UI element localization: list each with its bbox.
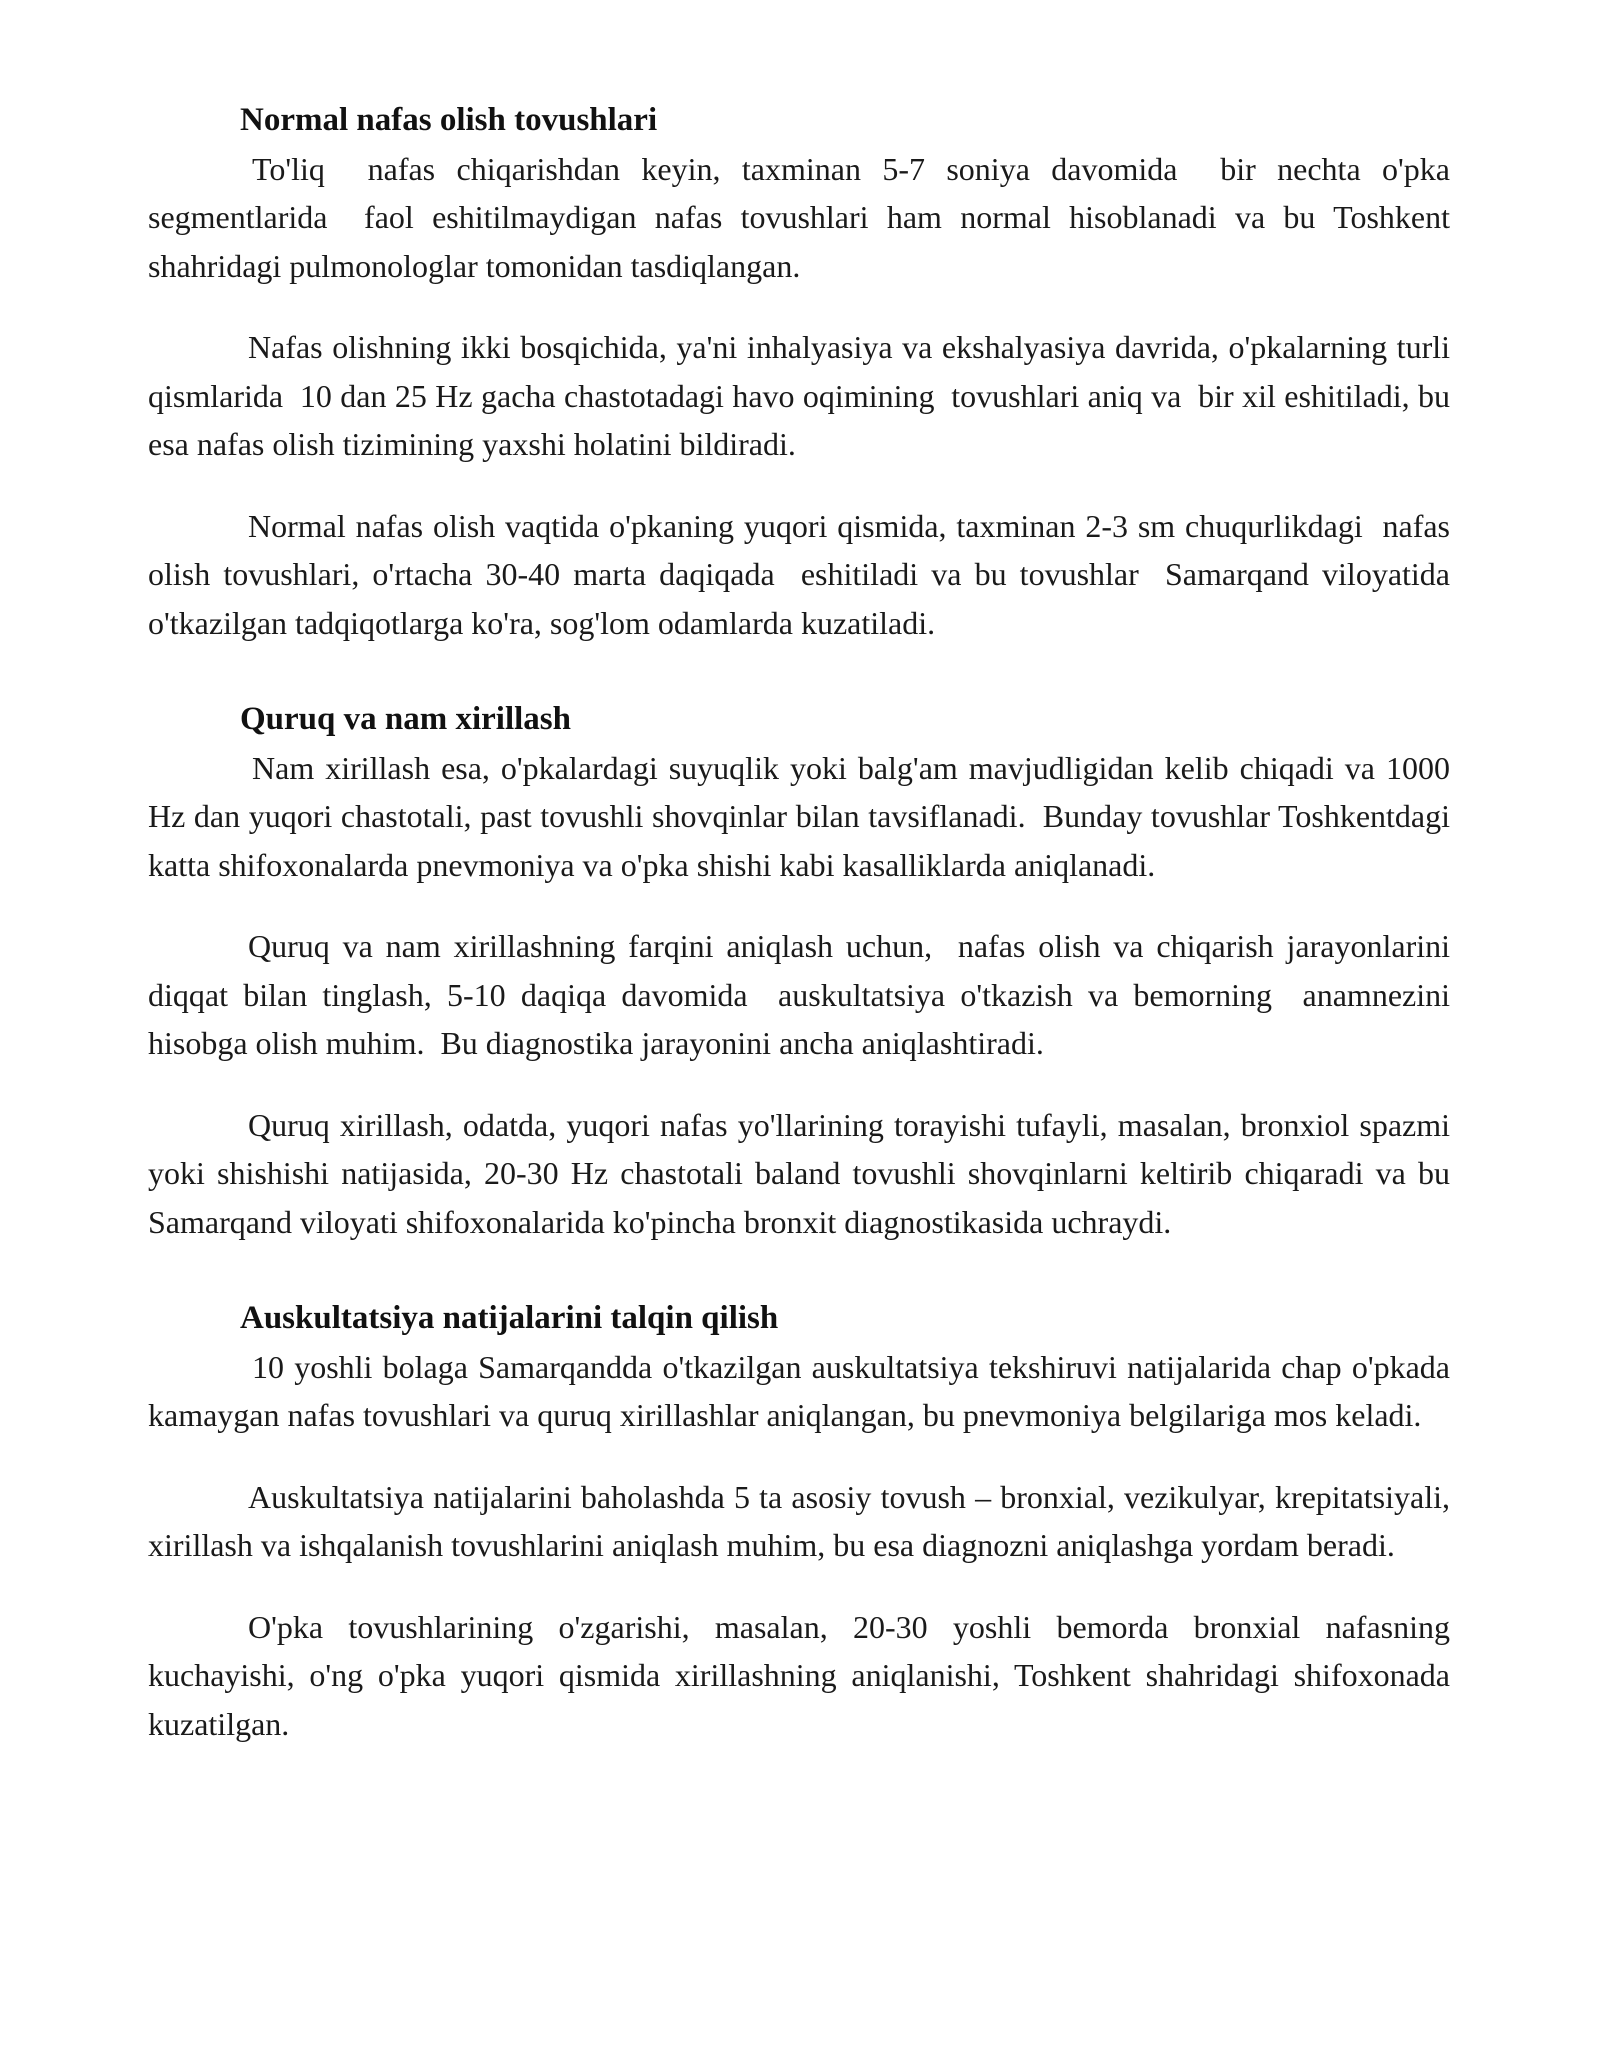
paragraph: O'pka tovushlarining o'zgarishi, masalan, 20-30 yoshli bemorda bronxial nafasning kuchayishi, o'ng o'pka yuqori qismida xirillashning aniqlanishi, Toshkent shahridagi shifoxonada kuzatilgan. [148,1608,1458,1742]
section-normal-breath-sounds [148,96,1458,647]
paragraph: Normal nafas olish vaqtida o'pkaning yuqori qismida, taxminan 2-3 sm chuqurlikdagi nafas olish tovushlari, o'rtacha 30-40 marta daqiqada eshitiladi va bu tovushlar Samarqand viloyatida o'tkazilgan tadqiqotlarga ko'ra, sog'lom odamlarda kuzatiladi. [148,507,1458,641]
paragraph: 10 yoshli bolaga Samarqandda o'tkazilgan auskultatsiya tekshiruvi natijalarida chap o'pkada kamaygan nafas tovushlari va quruq xirillashlar aniqlangan, bu pnevmoniya belgilariga mos keladi. [148,1348,1458,1433]
section-heading: Normal nafas olish tovushlari [240,102,658,138]
section-dry-wet-crackles [148,695,1458,1246]
document-page [148,96,1458,1748]
paragraph: To'liq nafas chiqarishdan keyin, taxminan 5-7 soniya davomida bir nechta o'pka segmentlarida faol eshitilmaydigan nafas tovushlari ham normal hisoblanadi va bu Toshkent shahridagi pulmonologlar tomonidan tasdiqlangan. [148,150,1458,284]
paragraph: Nam xirillash esa, o'pkalardagi suyuqlik yoki balg'am mavjudligidan kelib chiqadi va 1000 Hz dan yuqori chastotali, past tovushli shovqinlar bilan tavsiflanadi. Bunday tovushlar Toshkentdagi katta shifoxonalarda pnevmoniya va o'pka shishi kabi kasalliklarda aniqlanadi. [148,749,1458,883]
paragraph: Quruq va nam xirillashning farqini aniqlash uchun, nafas olish va chiqarish jarayonlarini diqqat bilan tinglash, 5-10 daqiqa davomida auskultatsiya o'tkazish va bemorning anamnezini hisobga olish muhim. Bu diagnostika jarayonini ancha aniqlashtiradi. [148,928,1458,1061]
section-auscultation-interpretation [148,1294,1458,1748]
section-heading: Quruq va nam xirillash [240,701,571,737]
paragraph: Nafas olishning ikki bosqichida, ya'ni inhalyasiya va ekshalyasiya davrida, o'pkalarning turli qismlarida 10 dan 25 Hz gacha chastotadagi havo oqimining tovushlari aniq va bir xil eshitiladi, bu esa nafas olish tizimining yaxshi holatini bildiradi. [148,329,1458,462]
section-heading: Auskultatsiya natijalarini talqin qilish [240,1300,779,1336]
paragraph: Auskultatsiya natijalarini baholashda 5 ta asosiy tovush – bronxial, vezikulyar, krepitatsiyali, xirillash va ishqalanish tovushlarini aniqlash muhim, bu esa diagnozni aniqlashga yordam beradi. [148,1478,1458,1563]
paragraph: Quruq xirillash, odatda, yuqori nafas yo'llarining torayishi tufayli, masalan, bronxiol spazmi yoki shishishi natijasida, 20-30 Hz chastotali baland tovushli shovqinlarni keltirib chiqaradi va bu Samarqand viloyati shifoxonalarida ko'pincha bronxit diagnostikasida uchraydi. [148,1106,1458,1240]
